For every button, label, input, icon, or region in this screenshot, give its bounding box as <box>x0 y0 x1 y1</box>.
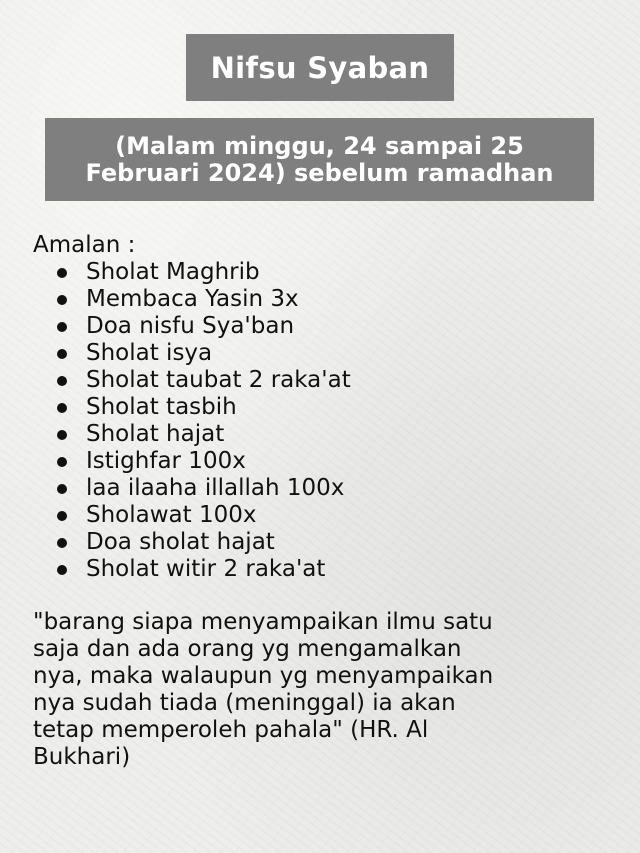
list-item <box>33 529 613 556</box>
list-item <box>33 259 613 286</box>
list-item <box>33 340 613 367</box>
bullet-icon <box>57 484 67 494</box>
list-item <box>33 421 613 448</box>
bullet-icon <box>57 295 67 305</box>
date-subtitle-text: (Malam minggu, 24 sampai 25 Februari 2024) sebelum ramadhan <box>85 131 554 187</box>
list-item <box>33 286 613 313</box>
bullet-icon <box>57 403 67 413</box>
bullet-icon <box>57 565 67 575</box>
list-item-text: Sholat tasbih <box>86 394 237 420</box>
bullet-icon <box>57 538 67 548</box>
amalan-list <box>33 259 613 583</box>
list-item-text: Istighfar 100x <box>86 448 246 474</box>
list-item-text: Sholat witir 2 raka'at <box>86 556 326 582</box>
main-content <box>33 232 613 771</box>
bullet-icon <box>57 322 67 332</box>
list-item <box>33 313 613 340</box>
bullet-icon <box>57 349 67 359</box>
list-item <box>33 394 613 421</box>
page-title-text: Nifsu Syaban <box>210 50 430 85</box>
list-item-text: Membaca Yasin 3x <box>86 286 299 312</box>
page-title <box>186 34 454 101</box>
bullet-icon <box>57 268 67 278</box>
hadith-quote: "barang siapa menyampaikan ilmu satu saja dan ada orang yg mengamalkan nya, maka walaupun yg menyampaikan nya sudah tiada (meninggal) ia akan tetap memperoleh pahala" (HR. Al Bukhari) <box>33 609 494 770</box>
bullet-icon <box>57 457 67 467</box>
list-item-text: Sholat taubat 2 raka'at <box>86 367 351 393</box>
amalan-heading: Amalan : <box>33 232 136 258</box>
list-item <box>33 448 613 475</box>
list-item <box>33 367 613 394</box>
list-item-text: Doa sholat hajat <box>86 529 275 555</box>
bullet-icon <box>57 511 67 521</box>
list-item <box>33 556 613 583</box>
list-item-text: Sholat Maghrib <box>86 259 260 285</box>
list-item-text: Doa nisfu Sya'ban <box>86 313 295 339</box>
list-item-text: Sholat isya <box>86 340 213 366</box>
bullet-icon <box>57 430 67 440</box>
list-item-text: laa ilaaha illallah 100x <box>86 475 345 501</box>
bullet-icon <box>57 376 67 386</box>
list-item <box>33 475 613 502</box>
date-subtitle <box>45 118 594 201</box>
list-item-text: Sholawat 100x <box>86 502 257 528</box>
list-item <box>33 502 613 529</box>
list-item-text: Sholat hajat <box>86 421 225 447</box>
